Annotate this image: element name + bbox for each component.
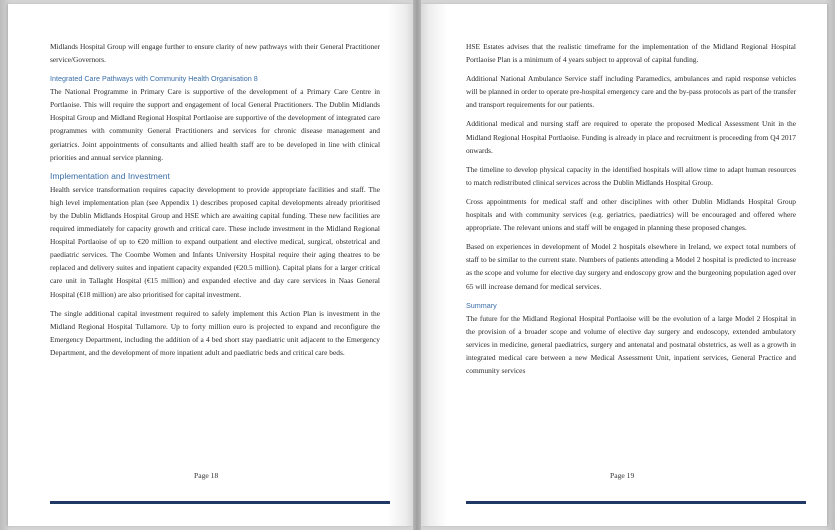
- paragraph-model-2: Based on experiences in development of Model 2 hospitals elsewhere in Ireland, we expect total numbers of staff to be similar to the current state. Numbers of patients attending a Model 2 hospital is predicted to increase as the scope and volume for elective day surgery and endoscopy grow and the burgeoning population aged over 65 will increase demand for medical services.: [466, 242, 796, 291]
- page-right: [421, 4, 827, 526]
- heading-integrated-care: Integrated Care Pathways with Community Health Organisation 8: [50, 74, 258, 84]
- paragraph-cross-appointments: Cross appointments for medical staff and other disciplines with other Dublin Midlands Hospital Group hospitals and with community services (e.g. geriatrics, paediatrics) will be encouraged and offered where appropriate. The relevant unions and staff will be engaged in planning these proposed changes.: [466, 196, 796, 233]
- footer-rule-left: [50, 501, 390, 504]
- paragraph-summary: The future for the Midland Regional Hospital Portlaoise will be the evolution of a large Model 2 Hospital in the provision of a broader scope and volume of elective day surgery and endoscopy, extended ambulatory services in medicine, general paediatrics, surgery and antenatal and postnatal obstetrics, as well as a growth in integrated medical care between a new Medical Assessment Unit, inpatient services, General Practice and community services: [466, 313, 796, 375]
- page-number-left: Page 18: [194, 471, 219, 480]
- page-number-right: Page 19: [610, 471, 635, 480]
- book-gutter: [413, 0, 421, 530]
- paragraph-single-investment: The single additional capital investment required to safely implement this Action Plan is investment in the Midland Regional Hospital Tullamore. Up to forty million euro is projected to expand and reconfigure the Emergency Department, including the addition of a 4 bed short stay paediatric unit adjacent to the Emergency Department, and the development of more inpatient adult and paediatric beds and critical care beds.: [50, 308, 380, 357]
- footer-rule-right: [466, 501, 806, 504]
- paragraph-integrated-care: The National Programme in Primary Care is supportive of the development of a Primary Care Centre in Portlaoise. This will require the support and engagement of local General Practitioners. The Dublin Midlands Hospital Group and Midland Regional Hospital Portlaoise are supportive of the development of integrated care programmes with community General Practitioners and services for chronic disease management and geriatrics. Joint appointments of consultants and allied health staff are to be developed in line with clinical priorities and annual service planning.: [50, 87, 380, 162]
- page-left: [8, 4, 413, 526]
- heading-implementation: Implementation and Investment: [50, 170, 170, 181]
- paragraph-hse-estates: HSE Estates advises that the realistic timeframe for the implementation of the Midland Regional Hospital Portlaoise Plan is a minimum of 4 years subject to approval of capital funding.: [466, 42, 796, 65]
- paragraph-intro: Midlands Hospital Group will engage further to ensure clarity of new pathways with their General Practitioner service/Governors.: [50, 42, 380, 65]
- paragraph-ambulance: Additional National Ambulance Service staff including Paramedics, ambulances and rapid response vehicles will be planned in order to operate pre-hospital emergency care and the by-pass protocols as part of the transfer and transport requirements for our patients.: [466, 74, 796, 110]
- paragraph-implementation: Health service transformation requires capacity development to provide appropriate facilities and staff. The high level implementation plan (see Appendix 1) describes proposed capital developments already prioritised by the Dublin Midlands Hospital Group and HSE which are awaiting capital funding. These new facilities are required immediately for capacity growth and critical care. These include investment in the Midland Regional Hospital Portlaoise of up to €20 million to expand outpatient and elective medical, surgical, obstetrical and paediatric services. The Coombe Women and Infants University Hospital require their aging theatres to be replaced and delivery suites and inpatient capacity expanded (€20.5 million). Capital plans for a larger critical care unit in Tallaght Hospital (€15 million) and expanded elective and day care services in Naas General Hospital (€18 million) are also prioritised for capital investment.: [50, 184, 380, 299]
- page-left-content: [50, 40, 380, 365]
- paragraph-medical-staff: Additional medical and nursing staff are required to operate the proposed Medical Assessment Unit in the Midland Regional Hospital Portlaoise. Funding is already in place and recruitment is proceeding from Q4 2017 onwards.: [466, 119, 796, 155]
- paragraph-timeline: The timeline to develop physical capacity in the identified hospitals will allow time to adapt human resources to match redistributed clinical services across the Dublin Midlands Hospital Group.: [466, 164, 796, 187]
- heading-summary: Summary: [466, 300, 497, 310]
- page-right-content: [466, 40, 796, 383]
